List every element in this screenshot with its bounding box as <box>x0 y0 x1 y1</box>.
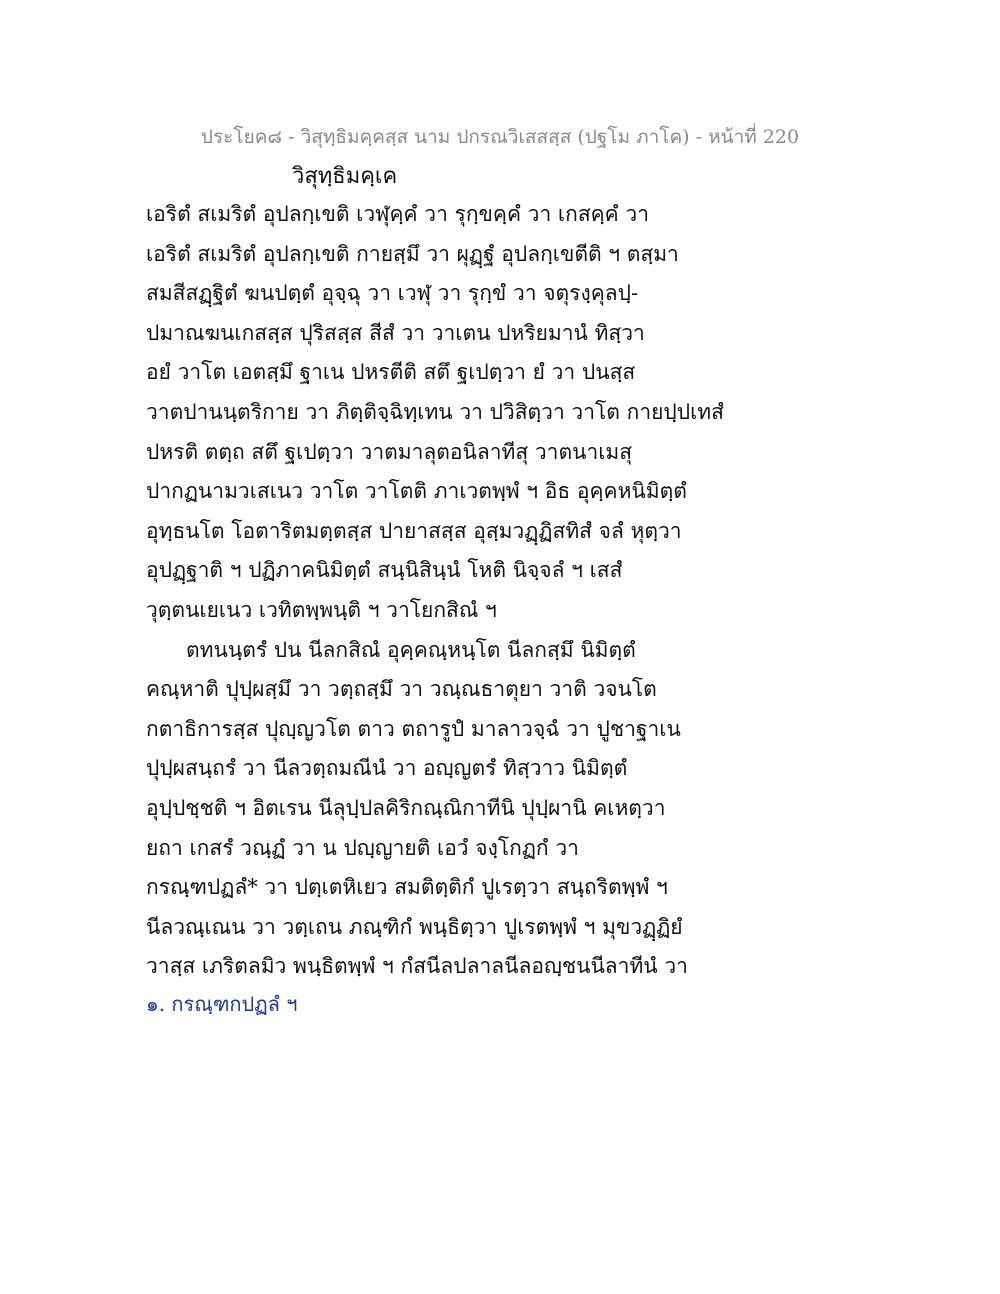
text-line: เอริตํ สเมริตํ อุปลกฺเขติ เวฬุคฺคํ วา รุกฺขคฺคํ วา เกสคฺคํ วา <box>146 202 649 226</box>
text-line: อยํ วาโต เอตสฺมึ ฐาเน ปหรตีติ สตึ ฐเปตฺวา ยํ วา ปนสฺส <box>146 360 636 385</box>
text-line: เอริตํ สเมริตํ อุปลกฺเขติ กายสฺมึ วา ผุฏฺฐํ อุปลกฺเขตีติ ฯ ตสฺมา <box>146 241 679 266</box>
text-line: กรณฺฑปฏลํ* วา ปตฺเตหิเยว สมติตฺติกํ ปูเรตฺวา สนฺถริตพฺพํ ฯ <box>146 875 668 900</box>
text-line: คณฺหาติ ปุปฺผสฺมึ วา วตฺถสฺมึ วา วณฺณธาตุยา วาติ วจนโต <box>146 677 657 702</box>
text-line: สมสีสฏฺฐิตํ ฆนปตฺตํ อุจฺฉุ วา เวฬุ วา รุกฺขํ วา จตุรงฺคุลปฺ- <box>146 281 639 306</box>
text-line: อุปฺปชฺชติ ฯ อิตเรน นีลุปฺปลคิริกณฺณิกาทีนิ ปุปฺผานิ คเหตฺวา <box>146 795 666 820</box>
text-line: วุตฺตนเยเนว เวทิตพฺพนฺติ ฯ วาโยกสิณํ ฯ <box>146 597 497 622</box>
text-line: ยถา เกสรํ วณฺฏํ วา น ปญฺญายติ เอวํ จงฺโกฏกํ วา <box>146 835 579 860</box>
text-line: วาสฺส เภริตลมิว พนฺธิตพฺพํ ฯ กํสนีลปลาลนีลอญฺชนนีลาทีนํ วา <box>146 954 688 979</box>
text-line: อุปฏฺฐาติ ฯ ปฏิภาคนิมิตฺตํ สนฺนิสินฺนํ โหติ นิจฺจลํ ฯ เสสํ <box>146 558 623 583</box>
text-line: กตาธิการสฺส ปุญฺญวโต ตาว ตถารูปํ มาลาวจฺฉํ วา ปูชาฐาเน <box>146 716 681 741</box>
text-line: ปหรติ ตตฺถ สตึ ฐเปตฺวา วาตมาลุตอนิลาทีสุ วาตนาเมสุ <box>146 439 633 464</box>
text-line: วาตปานนฺตริกาย วา ภิตฺติจฺฉิทฺเทน วา ปวิสิตฺวา วาโต กายปฺปเทสํ <box>146 399 724 424</box>
paragraph-start-line: ตทนนฺตรํ ปน นีลกสิณํ อุคฺคณฺหนฺโต นีลกสฺมึ นิมิตฺตํ <box>186 637 636 662</box>
text-line: ปมาณฆนเกสสฺส ปุริสสฺส สีสํ วา วาเตน ปหริยมานํ ทิสฺวา <box>146 320 645 345</box>
text-line: นีลวณฺเณน วา วตฺเถน ภณฺฑิกํ พนฺธิตฺวา ปูเรตพฺพํ ฯ มุขวฏฺฏิยํ <box>146 914 683 939</box>
text-line: อุทฺธนโต โอตาริตมตฺตสฺส ปายาสสฺส อุสฺมวฏฺฏิสทิสํ จลํ หุตฺวา <box>146 518 682 543</box>
footnote: ๑. กรณฺฑกปฏลํ ฯ <box>146 992 298 1016</box>
text-line: ปากฏนามวเสเนว วาโต วาโตติ ภาเวตพฺพํ ฯ อิธ อุคฺคหนิมิตฺตํ <box>146 479 687 504</box>
section-title: วิสุทฺธิมคฺเค <box>292 164 398 189</box>
text-line: ปุปฺผสนฺถรํ วา นีลวตฺถมณีนํ วา อญฺญตรํ ทิสฺวาว นิมิตฺตํ <box>146 756 628 781</box>
body-text <box>146 195 724 987</box>
page-header: ประโยค๘ - วิสุทฺธิมคฺคสฺส นาม ปกรณวิเสสสฺส (ปฐโม ภาโค) - หน้าที่ 220 <box>200 126 800 148</box>
